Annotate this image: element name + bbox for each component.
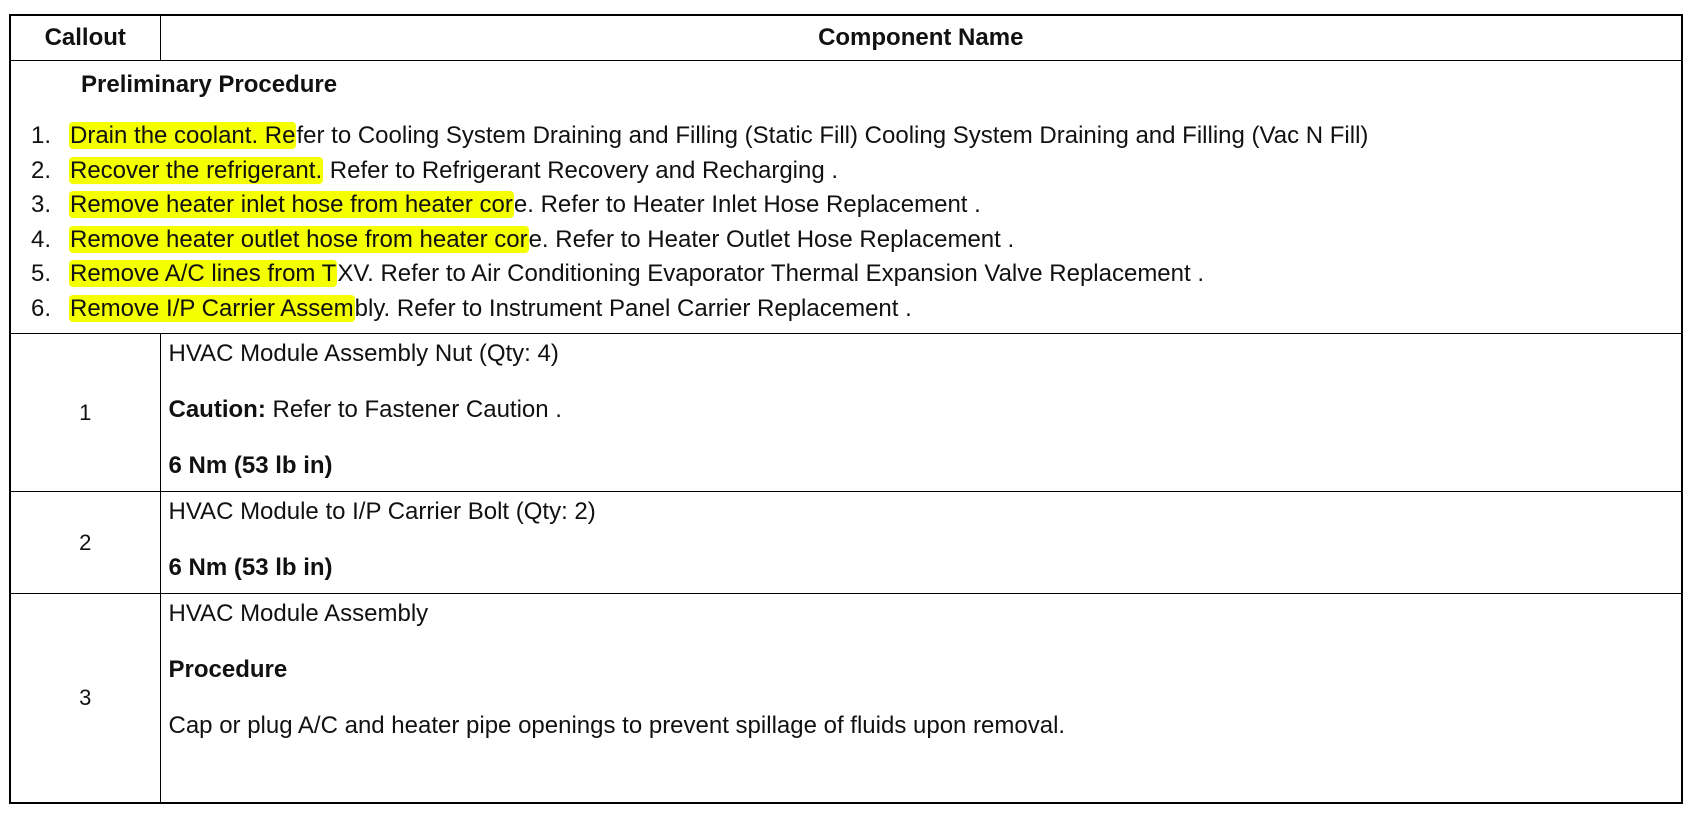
component-name: HVAC Module Assembly Nut (Qty: 4) bbox=[168, 340, 559, 367]
header-component-name: Component Name bbox=[160, 15, 1682, 61]
step-text: fer to Cooling System Draining and Filling (Static Fill) Cooling System Draining and Filling (Vac N Fill) bbox=[296, 122, 1369, 149]
step-number: 2. bbox=[31, 156, 52, 184]
callout-number: 2 bbox=[10, 492, 160, 594]
component-name: HVAC Module Assembly bbox=[168, 600, 429, 627]
step-highlight: Remove heater inlet hose from heater cor bbox=[70, 191, 513, 218]
preliminary-row bbox=[10, 61, 1682, 334]
caution-text: Refer to Fastener Caution . bbox=[265, 396, 562, 423]
step-highlight: Remove heater outlet hose from heater cor bbox=[70, 225, 528, 253]
component-name: HVAC Module to I/P Carrier Bolt (Qty: 2) bbox=[168, 498, 596, 525]
procedure-label: Procedure bbox=[168, 656, 288, 683]
step-text: e. Refer to Heater Inlet Hose Replacement . bbox=[513, 191, 981, 218]
preliminary-cell bbox=[10, 61, 1682, 334]
callout-number: 1 bbox=[10, 334, 160, 492]
step-number: 3. bbox=[31, 191, 52, 218]
preliminary-title: Preliminary Procedure bbox=[81, 71, 338, 98]
caution-label: Caution: bbox=[168, 396, 266, 423]
step-item bbox=[31, 223, 1681, 258]
table-row bbox=[10, 334, 1682, 492]
step-text: XV. Refer to Air Conditioning Evaporator Thermal Expansion Valve Replacement . bbox=[337, 260, 1205, 287]
step-text: e. Refer to Heater Outlet Hose Replacement . bbox=[528, 225, 1015, 253]
step-text: bly. Refer to Instrument Panel Carrier Replacement . bbox=[354, 294, 912, 322]
header-row bbox=[10, 15, 1682, 61]
step-item bbox=[31, 257, 1681, 292]
table-row bbox=[10, 492, 1682, 594]
step-highlight: Remove A/C lines from T bbox=[70, 260, 337, 287]
header-callout: Callout bbox=[10, 15, 160, 61]
step-number: 5. bbox=[31, 260, 52, 287]
component-cell bbox=[160, 334, 1682, 492]
table-row bbox=[10, 594, 1682, 804]
procedure-text: Cap or plug A/C and heater pipe openings to prevent spillage of fluids upon removal. bbox=[168, 712, 1066, 739]
step-highlight: Recover the refrigerant. bbox=[70, 156, 323, 184]
torque-spec: 6 Nm (53 lb in) bbox=[168, 452, 333, 479]
step-highlight: Remove I/P Carrier Assem bbox=[70, 294, 354, 322]
component-cell bbox=[160, 594, 1682, 804]
step-item bbox=[31, 188, 1681, 223]
component-table bbox=[9, 14, 1683, 804]
step-highlight: Drain the coolant. Re bbox=[70, 122, 296, 149]
component-cell bbox=[160, 492, 1682, 594]
step-item bbox=[31, 154, 1681, 189]
step-number: 4. bbox=[31, 225, 52, 253]
step-number: 6. bbox=[31, 294, 52, 322]
step-item bbox=[31, 119, 1681, 154]
step-item bbox=[31, 292, 1681, 327]
callout-number: 3 bbox=[10, 594, 160, 804]
preliminary-steps bbox=[31, 119, 1681, 326]
step-number: 1. bbox=[31, 122, 52, 149]
caution-line bbox=[169, 396, 1674, 424]
step-text: Refer to Refrigerant Recovery and Recharging . bbox=[323, 156, 839, 184]
torque-spec: 6 Nm (53 lb in) bbox=[168, 554, 333, 581]
